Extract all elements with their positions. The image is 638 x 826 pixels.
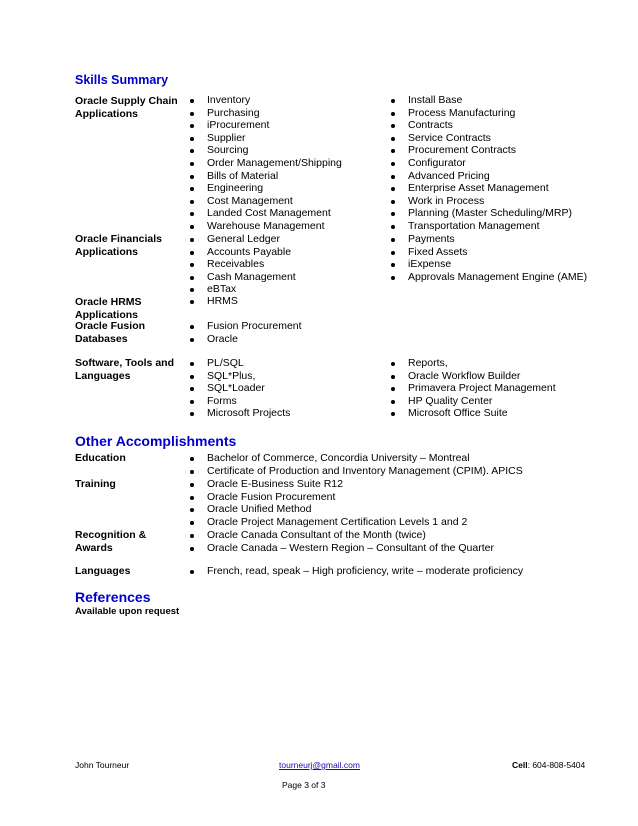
- list-item: Planning (Master Scheduling/MRP): [389, 207, 572, 220]
- list-item: Reports,: [389, 357, 556, 370]
- list-item: Oracle Project Management Certification Levels 1 and 2: [188, 516, 467, 529]
- list-item: Microsoft Office Suite: [389, 407, 556, 420]
- list-item: iProcurement: [188, 119, 342, 132]
- list-item: Supplier: [188, 132, 342, 145]
- oracle-fusion-label: Oracle Fusion: [75, 320, 146, 332]
- training-list: [188, 478, 467, 528]
- list-item: French, read, speak – High proficiency, write – moderate proficiency: [188, 565, 523, 578]
- recognition-awards-label: Recognition & Awards: [75, 529, 147, 554]
- list-item: Advanced Pricing: [389, 170, 572, 183]
- list-item: HP Quality Center: [389, 395, 556, 408]
- list-item: Service Contracts: [389, 132, 572, 145]
- list-item: Landed Cost Management: [188, 207, 342, 220]
- list-item: Configurator: [389, 157, 572, 170]
- list-item: Receivables: [188, 258, 296, 271]
- list-item: Microsoft Projects: [188, 407, 290, 420]
- oracle-financials-label: Oracle Financials Applications: [75, 233, 162, 258]
- list-item: Process Manufacturing: [389, 107, 572, 120]
- financials-list-2: [389, 233, 587, 283]
- list-item: Purchasing: [188, 107, 342, 120]
- list-item: eBTax: [188, 283, 296, 296]
- languages-label: Languages: [75, 565, 131, 577]
- databases-list: [188, 333, 238, 346]
- footer-name: John Tourneur: [75, 760, 130, 770]
- list-item: Contracts: [389, 119, 572, 132]
- list-item: Oracle Canada – Western Region – Consultant of the Quarter: [188, 542, 494, 555]
- list-item: Oracle Fusion Procurement: [188, 491, 467, 504]
- tools-list-1: [188, 357, 290, 420]
- footer-cell: [512, 760, 585, 770]
- list-item: Engineering: [188, 182, 342, 195]
- list-item: Cost Management: [188, 195, 342, 208]
- skills-summary-heading: Skills Summary: [75, 73, 169, 87]
- list-item: Oracle Workflow Builder: [389, 370, 556, 383]
- education-label: Education: [75, 452, 126, 464]
- databases-label: Databases: [75, 333, 128, 345]
- footer-cell-label: Cell: [512, 760, 528, 770]
- list-item: Inventory: [188, 94, 342, 107]
- list-item: Oracle: [188, 333, 238, 346]
- fusion-list: [188, 320, 302, 333]
- list-item: Install Base: [389, 94, 572, 107]
- list-item: Enterprise Asset Management: [389, 182, 572, 195]
- list-item: Forms: [188, 395, 290, 408]
- list-item: Oracle E-Business Suite R12: [188, 478, 467, 491]
- list-item: Oracle Unified Method: [188, 503, 467, 516]
- footer-page-number: Page 3 of 3: [282, 780, 326, 790]
- footer-email-link[interactable]: tourneurj@gmail.com: [279, 760, 360, 770]
- list-item: SQL*Plus,: [188, 370, 290, 383]
- list-item: Accounts Payable: [188, 246, 296, 259]
- list-item: Fixed Assets: [389, 246, 587, 259]
- list-item: Procurement Contracts: [389, 144, 572, 157]
- list-item: Warehouse Management: [188, 220, 342, 233]
- recognition-list: [188, 529, 494, 554]
- list-item: Approvals Management Engine (AME): [389, 271, 587, 284]
- references-text: Available upon request: [75, 606, 180, 617]
- references-heading: References: [75, 589, 151, 605]
- supply-chain-list-2: [389, 94, 572, 233]
- list-item: Order Management/Shipping: [188, 157, 342, 170]
- footer-cell-number: : 604-808-5404: [527, 760, 586, 770]
- list-item: General Ledger: [188, 233, 296, 246]
- software-tools-label: Software, Tools and Languages: [75, 357, 174, 382]
- list-item: Bachelor of Commerce, Concordia University – Montreal: [188, 452, 523, 465]
- list-item: SQL*Loader: [188, 382, 290, 395]
- oracle-hrms-label: Oracle HRMS Applications: [75, 296, 142, 321]
- list-item: PL/SQL: [188, 357, 290, 370]
- list-item: Fusion Procurement: [188, 320, 302, 333]
- education-list: [188, 452, 523, 477]
- tools-list-2: [389, 357, 556, 420]
- financials-list-1: [188, 233, 296, 296]
- oracle-supply-chain-label: Oracle Supply Chain Applications: [75, 95, 178, 120]
- list-item: HRMS: [188, 295, 238, 308]
- supply-chain-list-1: [188, 94, 342, 233]
- list-item: Cash Management: [188, 271, 296, 284]
- other-accomplishments-heading: Other Accomplishments: [75, 433, 237, 449]
- hrms-list: [188, 295, 238, 308]
- list-item: Work in Process: [389, 195, 572, 208]
- list-item: Transportation Management: [389, 220, 572, 233]
- list-item: Certificate of Production and Inventory Management (CPIM). APICS: [188, 465, 523, 478]
- list-item: Primavera Project Management: [389, 382, 556, 395]
- training-label: Training: [75, 478, 116, 490]
- list-item: Bills of Material: [188, 170, 342, 183]
- list-item: Payments: [389, 233, 587, 246]
- list-item: Oracle Canada Consultant of the Month (twice): [188, 529, 494, 542]
- list-item: Sourcing: [188, 144, 342, 157]
- list-item: iExpense: [389, 258, 587, 271]
- languages-list: [188, 565, 523, 578]
